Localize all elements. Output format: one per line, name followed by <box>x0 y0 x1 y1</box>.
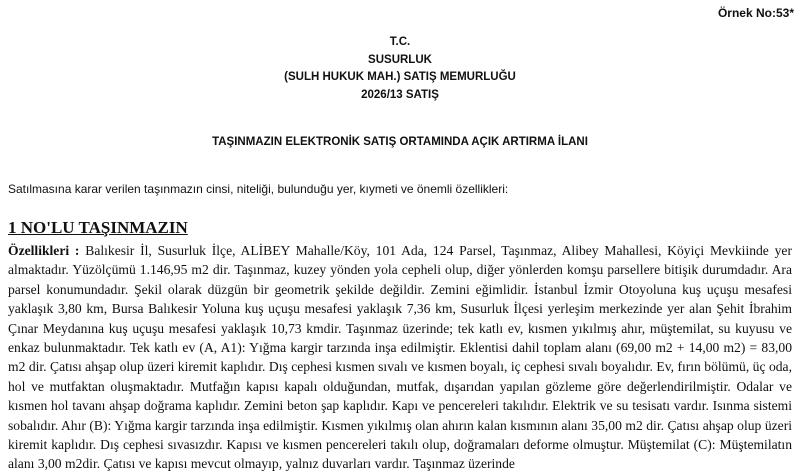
header-line-tc: T.C. <box>389 36 411 48</box>
features-label: Özellikleri : <box>8 243 80 258</box>
header-line-office: (SULH HUKUK MAH.) SATIŞ MEMURLUĞU <box>284 71 516 83</box>
features-text: Balıkesir İl, Susurluk İlçe, ALİBEY Mahalle/Köy, 101 Ada, 124 Parsel, Taşınmaz, Alibey Mahallesi, Köyiçi Mevkiinde yer almaktadır. Yüzölçümü 1.146,95 m2 dir. Taşınmaz, kuzey yönden yola cepheli olup, diğer yönlerden komşu parsellere bitişik durumdadır. Ara parsel konumundadır. Şekil olarak düzgün bir geometrik şekilde değildir. Zemini eğimlidir. İstanbul İzmir Otoyoluna kuş uçuşu mesafesi yaklaşık 3,80 km, Bursa Balıkesir Yoluna kuş uçuşu mesafesi yaklaşık 7,36 km, Susurluk İlçesi yerleşim merkezinde yer alan Şehit İbrahim Çınar Meydanına kuş uçuşu mesafesi yaklaşık 10,73 kmdir. Taşınmaz üzerinde; tek katlı ev, kısmen yıkılmış ahır, müştemilat, su kuyusu ve enkaz bulunmaktadır. Tek katlı ev (A, A1): Yığma kargir tarzında inşa edilmiştir. Eklentisi dahil toplam alanı (69,00 m2 + 14,00 m2) = 83,00 m2 dir. Çatısı ahşap olup üzeri kiremit kaplıdır. Dış cephesi kısmen sıvalı ve kısmen boyalı, iç cephesi sıvalı boyalıdır. Ev, fırın bölümü, üç oda, hol ve mutfaktan oluşmaktadır. Mutfağın kapısı kapalı olduğundan, mutfak, dışarıdan yapılan gözleme göre değerlendirilmiştir. Odalar ve kısmen hol tavanı ahşap doğrama kaplıdır. Zemini beton şap kaplıdır. Kapı ve pencereleri takılıdır. Elektrik ve su tesisatı vardır. Isınma sistemi sobalıdır. Ahır (B): Yığma kargir tarzında inşa edilmiştir. Kısmen yıkılmış olan ahırın kalan kısmının alanı 35,00 m2 dir. Çatısı ahşap olup üzeri kiremit kaplıdır. Dış cephesi sıvasızdır. Kapısı ve kısmen pencereleri takılı olup, doğramaları deforme olmuştur. Müştemilat (C): Müştemilatın alanı 3,00 m2dir. Çatısı ve kapısı mevcut olmayıp, yalnız duvarları vardır. Taşınmaz üzerinde <box>8 243 792 472</box>
property-title: 1 NO'LU TAŞINMAZIN <box>8 218 188 237</box>
notice-title: TAŞINMAZIN ELEKTRONİK SATIŞ ORTAMINDA AÇIK ARTIRMA İLANI <box>212 136 588 148</box>
form-number: Örnek No:53* <box>717 6 794 20</box>
header-line-district: SUSURLUK <box>368 53 432 66</box>
intro-text: Satılmasına karar verilen taşınmazın cinsi, niteliği, bulunduğu yer, kıymeti ve önemli özellikleri: <box>8 182 509 196</box>
document-header <box>0 34 800 104</box>
property-features <box>8 241 792 474</box>
header-line-file-number: 2026/13 SATIŞ <box>361 88 439 101</box>
